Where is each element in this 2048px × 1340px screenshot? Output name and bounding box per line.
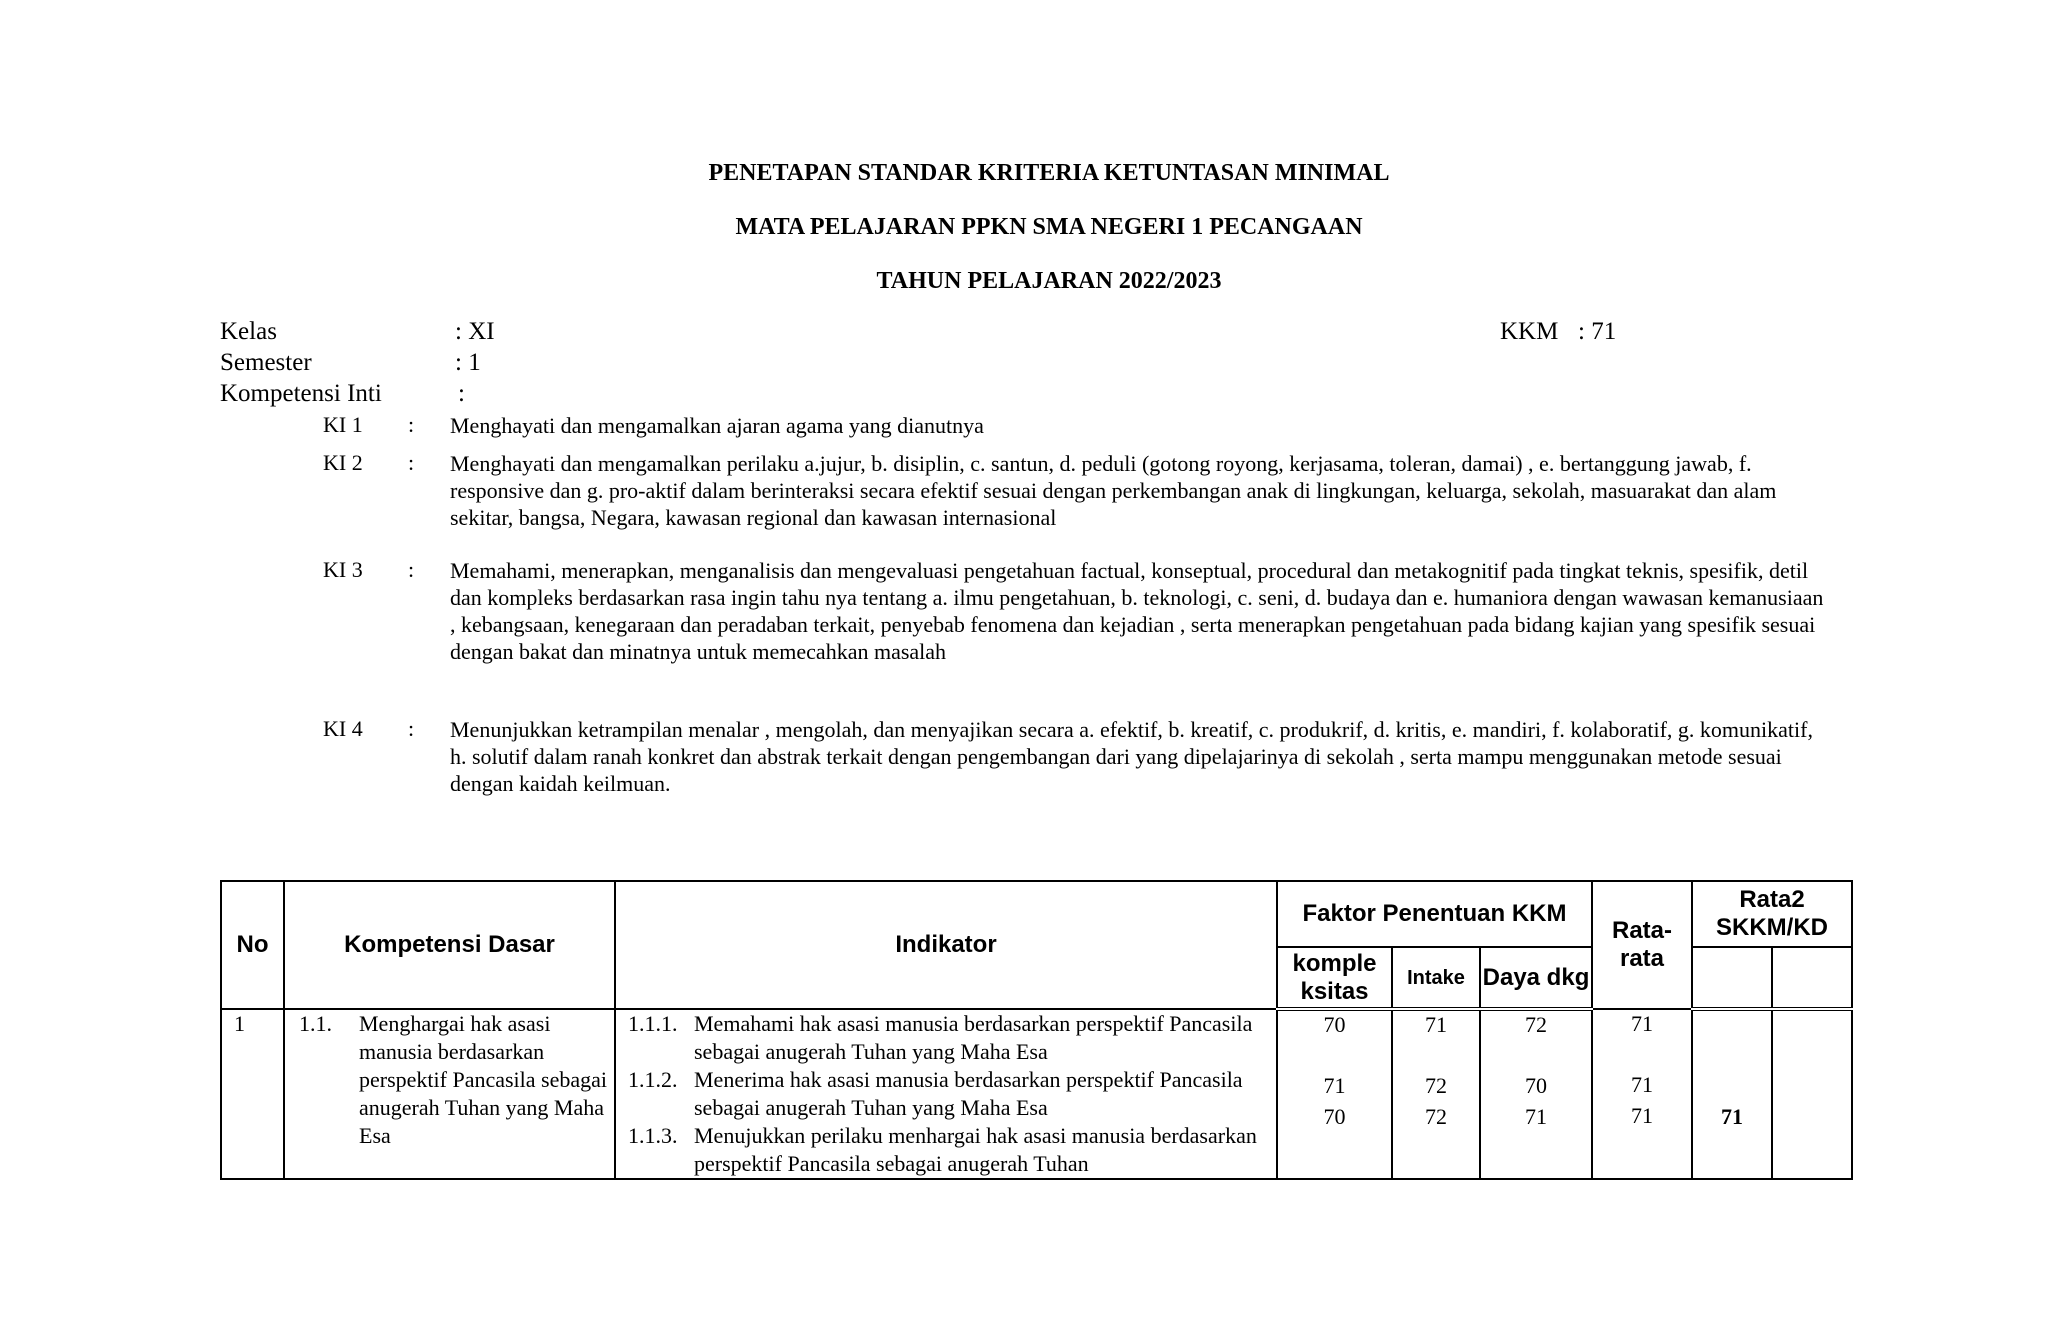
row-empty-cell [1772, 1009, 1852, 1179]
title-line-1: PENETAPAN STANDAR KRITERIA KETUNTASAN MINIMAL [708, 160, 1390, 186]
indikator-code: 1.1.1. [628, 1011, 678, 1036]
row-intake [1392, 1009, 1480, 1179]
daya-dkg-value: 72 [1525, 1012, 1547, 1037]
indikator-item [616, 1010, 1276, 1066]
header-rata2-skkm: Rata2 SKKM/KD [1692, 881, 1852, 947]
kelas-value: : XI [455, 318, 495, 345]
indikator-code: 1.1.3. [628, 1123, 678, 1148]
intake-value: 71 [1425, 1012, 1447, 1037]
indikator-item [616, 1066, 1276, 1122]
indikator-code: 1.1.2. [628, 1067, 678, 1092]
row-daya-dkg [1480, 1009, 1592, 1179]
row-no: 1 [221, 1009, 284, 1179]
kompetensi-inti-colon: : [458, 380, 465, 407]
semester-label: Semester [220, 349, 312, 376]
header-indikator: Indikator [615, 881, 1277, 1009]
kompleksitas-value: 71 [1323, 1073, 1346, 1098]
kelas-label: Kelas [220, 318, 277, 345]
kd-code: 1.1. [299, 1011, 332, 1036]
kompleksitas-value: 70 [1323, 1104, 1346, 1129]
indikator-text: Memahami hak asasi manusia berdasarkan perspektif Pancasila sebagai anugerah Tuhan yang Maha Esa [694, 1011, 1253, 1064]
indikator-item [616, 1122, 1276, 1178]
row-rata-rata [1592, 1009, 1692, 1179]
header-kompleksitas: komple ksitas [1277, 947, 1392, 1009]
intake-value: 72 [1425, 1073, 1447, 1098]
intake-value: 72 [1425, 1104, 1447, 1129]
ki-label: KI 3 [323, 557, 363, 582]
ki-label: KI 1 [323, 412, 363, 437]
daya-dkg-value: 70 [1525, 1073, 1547, 1098]
rata-rata-value: 71 [1631, 1011, 1653, 1036]
header-faktor-penentuan: Faktor Penentuan KKM [1277, 881, 1592, 947]
header-rata-rata: Rata- rata [1592, 881, 1692, 1009]
daya-dkg-value: 71 [1525, 1104, 1547, 1129]
header-intake: Intake [1392, 947, 1480, 1009]
kkm-table [220, 880, 1853, 1180]
ki-text: Memahami, menerapkan, menganalisis dan mengevaluasi pengetahuan factual, konseptual, procedural dan metakognitif pada tingkat teknis, spesifik, detil dan kompleks berdasarkan rasa ingin tahu nya tentang a. ilmu pengetahuan, b. teknologi, c. seni, d. budaya dan e. humaniora dengan wawasan kemanusiaan , kebangsaan, kenegaraan dan peradaban terkait, penyebab fenomena dan kejadian , serta menerapkan pengetahuan pada bidang kajian yang spesifik sesuai dengan bakat dan minatnya untuk memecahkan masalah [450, 558, 1824, 664]
row-indikator [615, 1009, 1277, 1179]
header-no: No [221, 881, 284, 1009]
indikator-text: Menerima hak asasi manusia berdasarkan perspektif Pancasila sebagai anugerah Tuhan yang Maha Esa [694, 1067, 1243, 1120]
kompetensi-inti-label: Kompetensi Inti [220, 380, 382, 407]
row-rata2-skkm [1692, 1009, 1772, 1179]
title-line-3: TAHUN PELAJARAN 2022/2023 [876, 268, 1222, 294]
ki-text: Menghayati dan mengamalkan perilaku a.jujur, b. disiplin, c. santun, d. peduli (gotong royong, kerjasama, toleran, damai) , e. bertanggung jawab, f. responsive dan g. pro-aktif dalam berinteraksi secara efektif sesuai dengan perkembangan anak di lingkungan, keluarga, sekolah, masuarakat dan alam sekitar, bangsa, Negara, kawasan regional dan kawasan internasional [450, 451, 1777, 530]
ki-colon: : [408, 412, 415, 437]
semester-value: : 1 [455, 349, 481, 376]
ki-text: Menunjukkan ketrampilan menalar , mengolah, dan menyajikan secara a. efektif, b. kreatif, c. produkrif, d. kritis, e. mandiri, f. kolaboratif, g. komunikatif, h. solutif dalam ranah konkret dan abstrak terkait dengan pengembangan dari yang dipelajarinya di sekolah , serta mampu menggunakan metode sesuai dengan kaidah keilmuan. [450, 717, 1813, 796]
title-line-2: MATA PELAJARAN PPKN SMA NEGERI 1 PECANGAAN [735, 214, 1363, 240]
header-rata2-sub-2 [1772, 947, 1852, 1009]
ki-text: Menghayati dan mengamalkan ajaran agama yang dianutnya [450, 413, 984, 438]
kkm-label: KKM [1500, 318, 1559, 345]
indikator-text: Menujukkan perilaku menhargai hak asasi manusia berdasarkan perspektif Pancasila sebagai anugerah Tuhan [694, 1123, 1257, 1176]
ki-colon: : [408, 450, 415, 475]
ki-label: KI 2 [323, 450, 363, 475]
header-rata2-sub-1 [1692, 947, 1772, 1009]
ki-label: KI 4 [323, 716, 363, 741]
kkm-value: : 71 [1578, 318, 1617, 345]
rata-rata-value: 71 [1631, 1103, 1653, 1128]
ki-colon: : [408, 557, 415, 582]
row-kompleksitas [1277, 1009, 1392, 1179]
header-daya-dkg: Daya dkg [1480, 947, 1592, 1009]
rata2-value: 71 [1721, 1104, 1743, 1129]
header-kompetensi-dasar: Kompetensi Dasar [284, 881, 615, 1009]
row-kompetensi-dasar [284, 1009, 615, 1179]
table-row [221, 1009, 1852, 1179]
ki-colon: : [408, 716, 415, 741]
kompleksitas-value: 70 [1323, 1012, 1346, 1037]
rata-rata-value: 71 [1631, 1072, 1653, 1097]
kd-text: Menghargai hak asasi manusia berdasarkan perspektif Pancasila sebagai anugerah Tuhan yang Maha Esa [359, 1011, 608, 1148]
